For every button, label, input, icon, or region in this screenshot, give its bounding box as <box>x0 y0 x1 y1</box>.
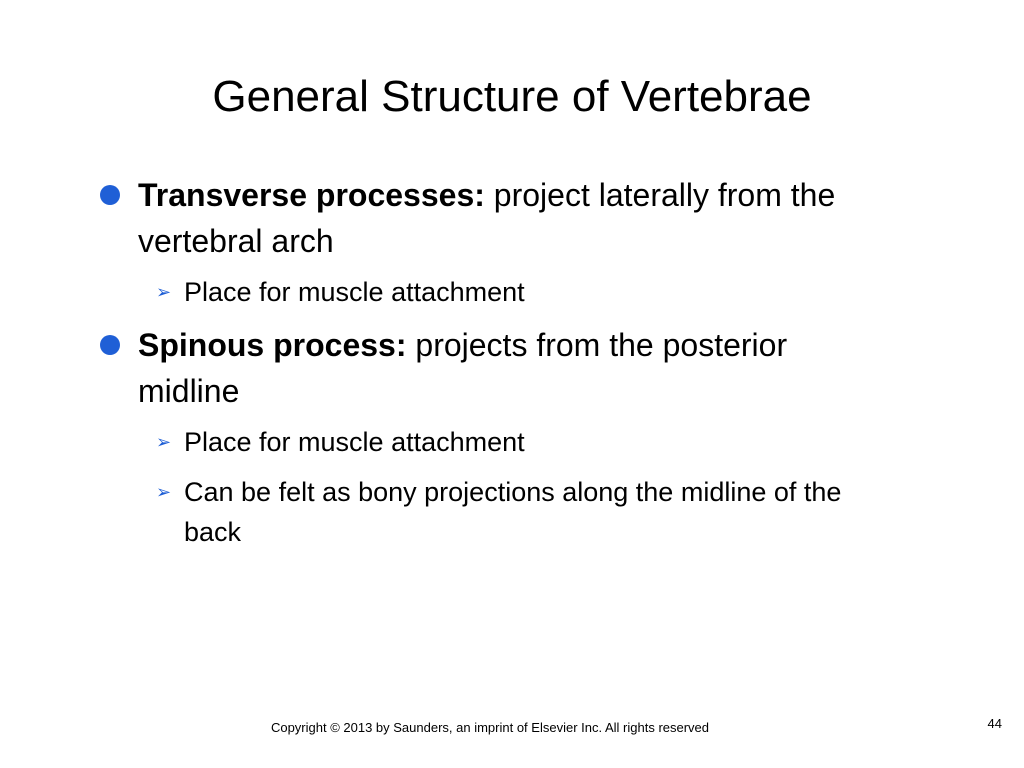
page-number: 44 <box>987 716 1002 731</box>
bullet-term: Transverse processes: <box>138 177 485 213</box>
bullet-text: project laterally from the vertebral arch <box>138 177 836 259</box>
slide-content <box>100 172 880 562</box>
bullet-term: Spinous process: <box>138 327 407 363</box>
copyright-footer: Copyright © 2013 by Saunders, an imprint of Elsevier Inc. All rights reserved <box>270 720 710 735</box>
filled-circle-icon <box>100 335 120 355</box>
arrowhead-icon: ➢ <box>156 432 172 452</box>
sub-bullet-item <box>100 422 880 462</box>
arrowhead-icon: ➢ <box>156 282 172 302</box>
sub-bullet-item <box>100 272 880 312</box>
slide-title: General Structure of Vertebrae <box>212 72 812 121</box>
bullet-item <box>100 172 880 264</box>
sub-bullet-text: Can be felt as bony projections along the midline of the back <box>184 477 842 547</box>
bullet-item <box>100 322 880 414</box>
sub-bullet-text: Place for muscle attachment <box>184 427 525 457</box>
filled-circle-icon <box>100 185 120 205</box>
arrowhead-icon: ➢ <box>156 482 172 502</box>
sub-bullet-item <box>100 472 880 552</box>
bullet-text: projects from the posterior midline <box>138 327 788 409</box>
sub-bullet-text: Place for muscle attachment <box>184 277 525 307</box>
